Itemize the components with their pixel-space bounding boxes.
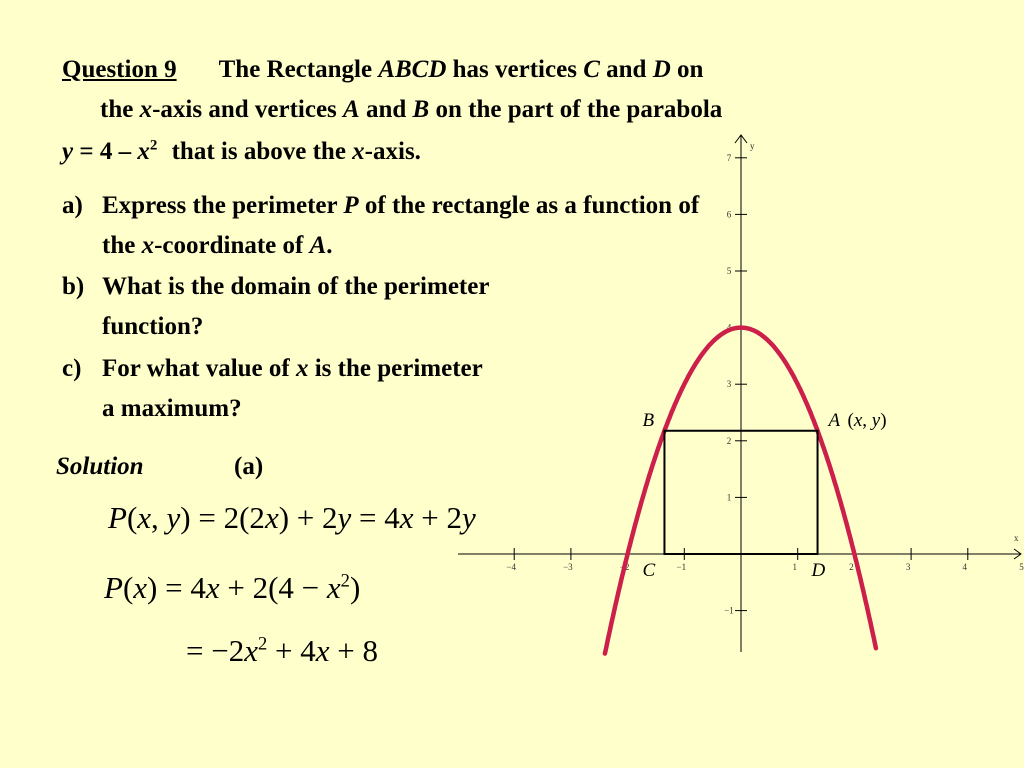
equation-1: P(x, y) = 2(2x) + 2y = 4x + 2y bbox=[108, 500, 476, 535]
y-tick-label: 3 bbox=[726, 379, 732, 390]
text: = 4 – bbox=[73, 138, 138, 165]
x-tick-label: 3 bbox=[905, 562, 911, 572]
math-var: x bbox=[352, 138, 365, 165]
part-a-marker: a) bbox=[62, 192, 83, 219]
text: that is above the bbox=[165, 138, 353, 165]
math-var: x bbox=[141, 232, 155, 259]
text: -axis and vertices bbox=[152, 96, 344, 123]
ticks bbox=[506, 153, 1024, 616]
text: on bbox=[670, 56, 704, 83]
math-var: A bbox=[309, 232, 327, 259]
text: the bbox=[102, 232, 142, 259]
text: Express the perimeter bbox=[102, 192, 344, 219]
x-tick-label: −1 bbox=[676, 562, 687, 572]
y-tick-label: 6 bbox=[726, 209, 732, 220]
text: of the rectangle as a function of bbox=[358, 192, 700, 219]
math-var: y bbox=[62, 138, 74, 165]
part-c-marker: c) bbox=[62, 355, 82, 382]
equation-2: $P(x) = 4x + 2(4 - x^2)$ bbox=[104, 570, 361, 605]
x-tick-label: 5 bbox=[1019, 562, 1024, 572]
y-tick-label: −1 bbox=[724, 605, 734, 616]
math-var: P bbox=[343, 192, 359, 219]
y-tick-label: 7 bbox=[726, 152, 732, 163]
point-label-a-coords: (x, y) bbox=[847, 409, 887, 431]
math-var: ABCD bbox=[378, 56, 447, 83]
text: For what value of bbox=[102, 355, 296, 382]
x-tick-label: −3 bbox=[563, 562, 573, 572]
text: The Rectangle bbox=[218, 56, 379, 83]
point-label-c: C bbox=[642, 560, 656, 581]
math-var: x bbox=[137, 138, 150, 165]
point-label-a: A bbox=[828, 409, 841, 431]
x-tick-label: −4 bbox=[506, 562, 516, 572]
math-var: D bbox=[652, 56, 671, 83]
text: and bbox=[599, 56, 653, 83]
equation-3: = $-2x^2 + 4x + 8$ bbox=[186, 633, 379, 668]
text: the bbox=[100, 96, 140, 123]
y-tick-label: 1 bbox=[726, 492, 732, 503]
math-var: B bbox=[412, 96, 430, 123]
part-b-line-2: function? bbox=[102, 313, 204, 340]
solution-label: Solution bbox=[56, 453, 144, 480]
y-tick-label: 4 bbox=[726, 322, 732, 333]
part-b-marker: b) bbox=[62, 273, 85, 300]
question-label: Question 9 bbox=[62, 56, 177, 83]
solution-part: (a) bbox=[234, 453, 264, 480]
axes bbox=[458, 135, 1021, 652]
parabola-curve bbox=[605, 328, 876, 654]
text: . bbox=[326, 232, 333, 259]
text: and bbox=[359, 96, 413, 123]
text: on the part of the parabola bbox=[429, 96, 723, 123]
exponent: 2 bbox=[149, 137, 158, 154]
x-tick-label: 4 bbox=[962, 562, 968, 572]
point-label-b: B bbox=[642, 409, 655, 431]
part-b-line-1: What is the domain of the perimeter bbox=[102, 273, 490, 300]
text: has vertices bbox=[446, 56, 584, 83]
x-tick-label: 2 bbox=[849, 562, 854, 572]
math-var: x bbox=[139, 96, 153, 123]
math-var: x bbox=[295, 355, 309, 382]
text: is the perimeter bbox=[308, 355, 483, 382]
math-var: C bbox=[583, 56, 600, 83]
point-label-d: D bbox=[811, 560, 826, 581]
x-tick-label: −2 bbox=[619, 562, 630, 572]
text: -axis. bbox=[364, 138, 421, 165]
math-var: A bbox=[343, 96, 360, 123]
y-tick-label: 5 bbox=[726, 266, 732, 276]
y-tick-label: 2 bbox=[726, 435, 732, 446]
y-axis-label: y bbox=[750, 141, 755, 151]
text: -coordinate of bbox=[154, 232, 310, 259]
x-tick-label: 1 bbox=[792, 562, 797, 572]
part-c-line-2: a maximum? bbox=[102, 395, 242, 422]
x-axis-label: x bbox=[1014, 533, 1019, 543]
